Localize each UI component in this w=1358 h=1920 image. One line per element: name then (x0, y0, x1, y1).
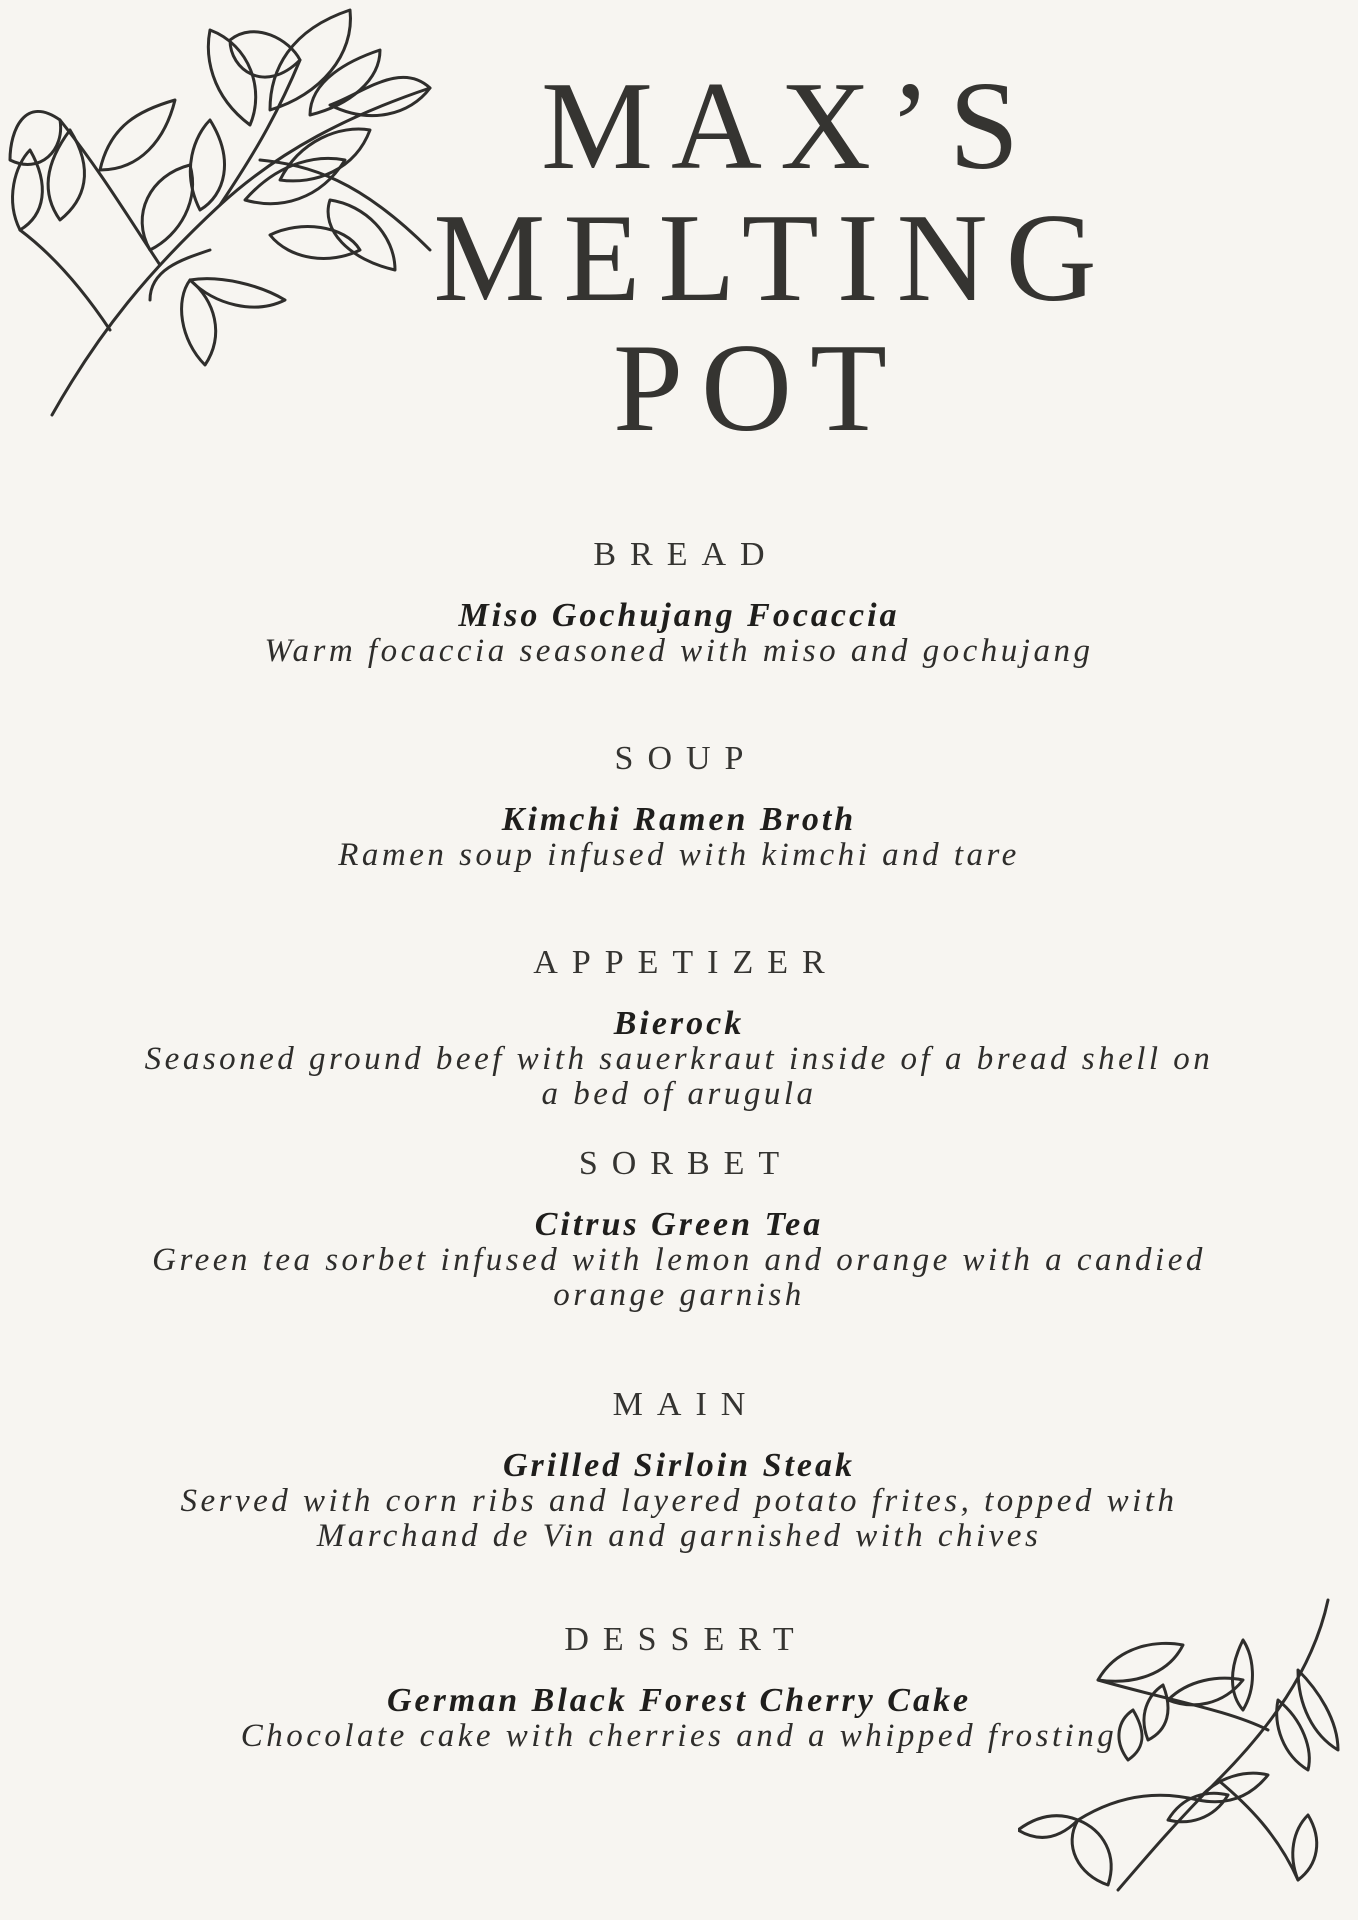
section-heading: MAIN (612, 1386, 760, 1423)
dish-name: Grilled Sirloin Steak (502, 1447, 856, 1484)
dish-description: Seasoned ground beef with sauerkraut inside of a bread shell on a bed of arugula (144, 1040, 1214, 1113)
restaurant-title-line-1: MAX’S (540, 57, 1038, 196)
dish-description: Warm focaccia seasoned with miso and gochujang (264, 632, 1094, 669)
restaurant-title-line-3: POT (612, 319, 906, 458)
dish-description: Green tea sorbet infused with lemon and orange with a candied orange garnish (152, 1241, 1206, 1314)
section-heading: DESSERT (564, 1621, 808, 1658)
restaurant-title-line-2: MELTING (433, 189, 1115, 328)
section-heading: BREAD (593, 536, 779, 573)
menu-section-appetizer (0, 946, 1358, 1113)
menu-section-main (0, 1388, 1358, 1555)
section-heading: SORBET (578, 1145, 794, 1182)
dish-name: Bierock (613, 1005, 745, 1042)
dish-name: Kimchi Ramen Broth (501, 801, 857, 838)
menu-section-sorbet (0, 1147, 1358, 1314)
section-heading: APPETIZER (533, 944, 839, 981)
dish-name: Miso Gochujang Focaccia (458, 597, 900, 634)
menu-section-bread (0, 538, 1358, 669)
dish-description: Served with corn ribs and layered potato frites, topped with Marchand de Vin and garnished with chives (180, 1482, 1178, 1555)
section-heading: SOUP (614, 740, 758, 777)
dish-description: Ramen soup infused with kimchi and tare (338, 836, 1020, 873)
dish-name: Citrus Green Tea (534, 1206, 824, 1243)
dish-name: German Black Forest Cherry Cake (386, 1682, 972, 1719)
menu-section-dessert (0, 1623, 1358, 1754)
dish-description: Chocolate cake with cherries and a whipped frosting (240, 1717, 1118, 1754)
menu-section-soup (0, 742, 1358, 873)
